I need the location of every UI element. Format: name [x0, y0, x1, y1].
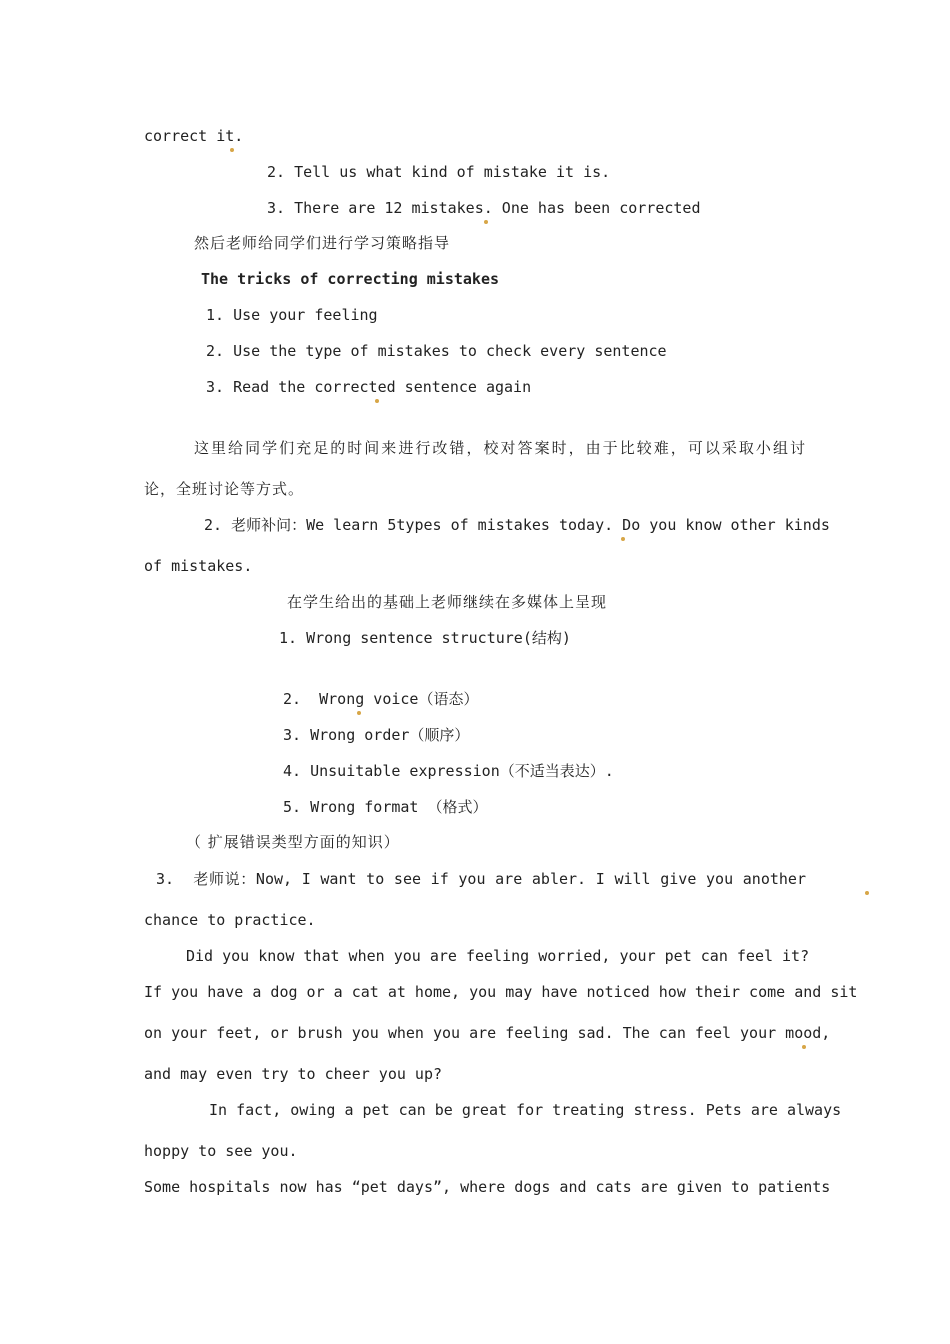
- mistake-type-expression: 4. Unsuitable expression（不适当表达）.: [283, 762, 614, 780]
- exercise-text-line-6: hoppy to see you.: [144, 1142, 298, 1160]
- exercise-text-line-3: on your feet, or brush you when you are feeling sad. The can feel your mood,: [144, 1024, 831, 1042]
- correction-marker: [357, 711, 361, 715]
- paragraph-teacher-question-line-2: of mistakes.: [144, 557, 253, 575]
- trick-item-type-check: 2. Use the type of mistakes to check every sentence: [206, 342, 667, 360]
- paragraph-correction-time-line-2: 论，全班讨论等方式。: [144, 480, 305, 498]
- correction-marker: [375, 399, 379, 403]
- strategy-guidance-heading: 然后老师给同学们进行学习策略指导: [194, 234, 451, 252]
- tricks-heading: The tricks of correcting mistakes: [201, 270, 500, 288]
- exercise-text-line-2: If you have a dog or a cat at home, you may have noticed how their come and sit: [144, 983, 858, 1001]
- exercise-text-line-1: Did you know that when you are feeling worried, your pet can feel it?: [186, 947, 810, 965]
- correction-marker: [230, 148, 234, 152]
- paragraph-practice-line-2: chance to practice.: [144, 911, 316, 929]
- presentation-heading: 在学生给出的基础上老师继续在多媒体上呈现: [287, 593, 608, 611]
- mistake-type-order: 3. Wrong order（顺序）: [283, 726, 470, 744]
- list-item-tell-us: 2. Tell us what kind of mistake it is.: [267, 163, 611, 181]
- list-item-twelve-mistakes: 3. There are 12 mistakes. One has been corrected: [267, 199, 701, 217]
- extension-note: （ 扩展错误类型方面的知识）: [186, 833, 400, 851]
- exercise-text-line-4: and may even try to cheer you up?: [144, 1065, 443, 1083]
- trick-item-read-again: 3. Read the corrected sentence again: [206, 378, 532, 396]
- correction-marker: [802, 1045, 806, 1049]
- paragraph-practice-line-1: 3. 老师说：Now, I want to see if you are abler. I will give you another: [156, 870, 806, 888]
- paragraph-correction-time-line-1: 这里给同学们充足的时间来进行改错，校对答案时，由于比较难，可以采取小组讨: [194, 439, 806, 457]
- correction-marker: [484, 220, 488, 224]
- trick-item-feeling: 1. Use your feeling: [206, 306, 378, 324]
- mistake-type-structure: 1. Wrong sentence structure(结构): [279, 629, 571, 647]
- mistake-type-format: 5. Wrong format （格式）: [283, 798, 488, 816]
- correction-marker: [865, 891, 869, 895]
- text-line-correct-it: correct it.: [144, 127, 244, 145]
- paragraph-teacher-question-line-1: 2. 老师补问：We learn 5types of mistakes today. Do you know other kinds: [204, 516, 830, 534]
- exercise-text-line-5: In fact, owing a pet can be great for treating stress. Pets are always: [209, 1101, 842, 1119]
- mistake-type-voice: 2. Wrong voice（语态）: [283, 690, 479, 708]
- exercise-text-line-7: Some hospitals now has “pet days”, where dogs and cats are given to patients: [144, 1178, 831, 1196]
- correction-marker: [621, 537, 625, 541]
